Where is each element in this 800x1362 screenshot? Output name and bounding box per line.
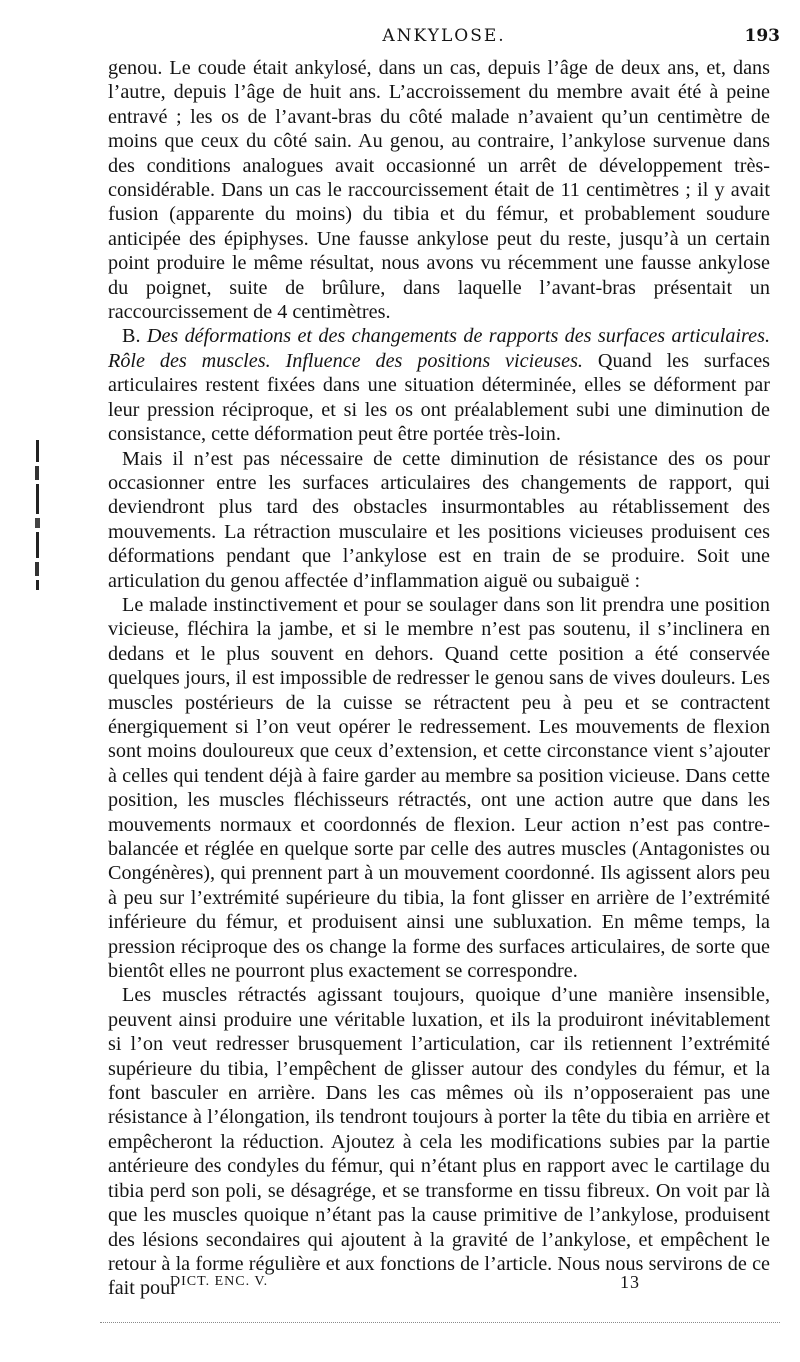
page-number: 193 [744, 26, 780, 46]
paragraph-continued: genou. Le coude était ankylosé, dans un cas, depuis l’âge de deux ans, et, dans l’autre, depuis l’âge de huit ans. L’accroissement du membre avait été à peine entravé ; les os de l’avant-bras du côté malade n’avaient qu’un centimètre de moins que ceux du côté sain. Au genou, au contraire, l’ankylose survenue dans des conditions analogues avait occasionné un arrêt de développement très-considérable. Dans un cas le raccourcissement était de 11 centimètres ; il y avait fusion (apparente du moins) du tibia et du fémur, et probablement soudure anticipée des épiphyses. Une fausse ankylose peut du reste, jusqu’à un certain point produire le même résultat, nous avons vu récemment une fausse ankylose du poignet, suite de brûlure, dans laquelle l’avant-bras présentait un raccourcissement de 4 centimètres. [108, 57, 770, 324]
body-text [108, 56, 770, 1301]
page-footer [170, 1272, 690, 1296]
margin-ink-mark [34, 440, 42, 590]
section-b-heading: Des déformations et des changements de rapports des surfaces articulaires. Rôle des muscles. Influence des positions vicieuses. [108, 325, 770, 372]
signature-mark-right: 13 [620, 1272, 640, 1292]
page-header [108, 22, 780, 48]
bottom-dotted-rule [100, 1322, 780, 1327]
paragraph-section-b [108, 324, 770, 446]
running-title: ANKYLOSE. [382, 26, 506, 46]
signature-mark-left: DICT. ENC. V. [170, 1274, 269, 1289]
section-b-text: Quand les surfaces articulaires restent fixées dans une situation déterminée, elles se déforment par leur pression réciproque, et si les os ont préalablement subi une diminution de consistance, cette déformation peut être portée très-loin. [108, 349, 771, 446]
paragraph: Le malade instinctivement et pour se soulager dans son lit prendra une position vicieuse, fléchira la jambe, et si le membre n’est pas soutenu, il s’inclinera en dedans et le plus souvent en dehors. Quand cette position a été conservée quelques jours, il est impossible de redresser le genou sans de vives douleurs. Les muscles postérieurs de la cuisse se rétractent peu à peu et se contractent énergiquement si l’on veut opérer le redressement. Les mouvements de flexion sont moins douloureux que ceux d’extension, et cette circonstance vient s’ajouter à celles qui tendent déjà à faire garder au membre sa position vicieuse. Dans cette position, les muscles fléchisseurs rétractés, ont une action autre que dans les mouvements normaux et coordonnés de flexion. Leur action n’est pas contre-balancée et réglée en quelque sorte par celle des autres muscles (Antagonistes ou Congénères), qui prennent part à un mouvement coordonné. Ils agissent alors peu à peu sur l’extrémité supérieure du tibia, la font glisser en arrière de l’extrémité inférieure du fémur, et produisent ainsi une subluxation. En même temps, la pression réciproque des os change la forme des surfaces articulaires, de sorte que bientôt elles ne pourront plus exactement se correspondre. [108, 593, 770, 983]
paragraph: Les muscles rétractés agissant toujours, quoique d’une manière insensible, peuvent ainsi produire une véritable luxation, et ils la produiront inévitablement si l’on veut redresser brusquement l’articulation, car ils retiennent l’extrémité supérieure du tibia, l’empêchent de glisser autour des condyles du fémur, et la font basculer en arrière. Dans les cas mêmes où ils n’opposeraient pas une résistance à l’élongation, ils tendront toujours à porter la tête du tibia en arrière et empêcheront la réduction. Ajoutez à cela les modifications subies par la partie antérieure des condyles du fémur, qui n’étant plus en rapport avec le cartilage du tibia perd son poli, se désagrége, et se transforme en tissu fibreux. On voit par là que les muscles quoique n’étant pas la cause primitive de l’ankylose, produisent des lésions secondaires qui ajoutent à la gravité de l’ankylose, et empêchent le retour à la forme régulière et aux fonctions de l’article. Nous nous servirons de ce fait pour [108, 984, 770, 1300]
section-b-label: B. [122, 325, 141, 348]
paragraph: Mais il n’est pas nécessaire de cette diminution de résistance des os pour occasionner entre les surfaces articulaires des changements de rapport, qui deviendront plus tard des obstacles insurmontables au rétablissement des mouvements. La rétraction musculaire et les positions vicieuses produisent ces déformations pendant que l’ankylose est en train de se produire. Soit une articulation du genou affectée d’inflammation aiguë ou subaiguë : [108, 447, 770, 592]
